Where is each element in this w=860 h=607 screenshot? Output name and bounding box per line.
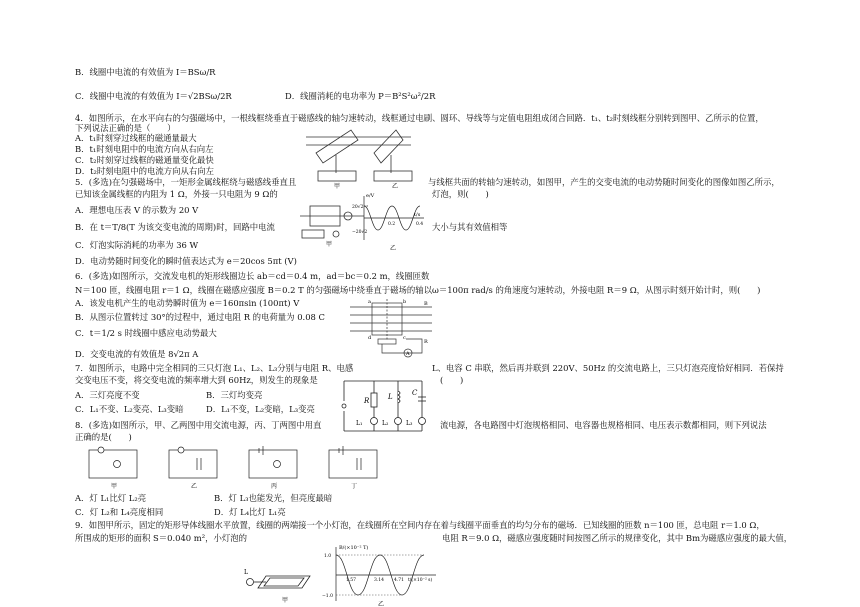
q7-fig-label-R: R <box>364 397 370 405</box>
q7-fig-label-L1: L₁ <box>356 420 363 427</box>
q6-fig-label-R: R <box>424 339 428 345</box>
q4-option-b: B．t₁时刻电阻中的电流方向从右向左 <box>75 144 214 154</box>
q3-option-d: D．线圈消耗的电功率为 P＝B²S²ω²/2R <box>285 91 436 101</box>
q9-graph-ylabel: B/(×10⁻² T) <box>339 545 369 551</box>
q9-graph-ymax: 1.0 <box>324 554 332 559</box>
q6-fig-label-a: a <box>368 299 371 305</box>
q3-option-b: B．线圈中电流的有效值为 I＝BSω/R <box>75 67 216 77</box>
q7-stem-line2b: ( ) <box>440 375 464 385</box>
q9-coil-figure <box>240 562 324 605</box>
q7-option-c: C．L₁不变、L₂变亮、L₃变暗 <box>75 404 184 414</box>
q5-graph-xlabel: t/s <box>414 212 421 218</box>
q4-option-c: C．t₂时刻穿过线框的磁通量变化最快 <box>75 155 214 165</box>
q8-four-circuits <box>85 444 405 490</box>
q5-stem-line1b: 与线框共面的转轴匀速转动，如图甲，产生的交变电流的电动势随时间变化的图像如图乙所示， <box>428 177 780 187</box>
q8-option-d: D．灯 L₄比灯 L₁亮 <box>214 507 286 517</box>
q7-option-a: A．三灯亮度不变 <box>75 390 140 400</box>
q9-b-graph <box>322 543 442 607</box>
q5-emf-graph <box>352 192 427 252</box>
q7-fig-label-C: C <box>412 389 418 397</box>
q4-option-d: D．t₂时刻电阻中的电流方向从右向左 <box>75 166 215 176</box>
q6-fig-label-d: d <box>368 335 372 341</box>
q5-option-c: C．灯泡实际消耗的功率为 36 W <box>75 240 199 250</box>
q5-option-b-part1: B．在 t＝T/8(T 为该交变电流的周期)时，回路中电流 <box>75 222 275 232</box>
q9-graph-xlabel: t/(×10⁻² s) <box>408 578 433 583</box>
q7-stem-line1b: L、电容 C 串联，然后再并联到 220V、50Hz 的交流电路上，三只灯泡亮度恰好相同．若保持 <box>432 363 784 373</box>
q9-fig-label-yi: 乙 <box>378 601 385 607</box>
q5-graph-ylabel: e/V <box>366 193 375 199</box>
q6-option-b: B．从图示位置转过 30°的过程中，通过电阻 R 的电荷量为 0.08 C <box>75 312 325 322</box>
q6-option-d: D．交变电流的有效值是 8√2π A <box>75 349 199 359</box>
q6-fig-label-B: B <box>424 301 428 307</box>
q9-fig-label-L: L <box>244 569 248 576</box>
q5-graph-ymax: 20√2 <box>352 205 364 210</box>
q7-fig-label-L: L <box>388 393 393 401</box>
q4-stem-line1: 4．如图所示，在水平向右的匀强磁场中，一根线框绕垂直于磁感线的轴匀速转动，线框通过电刷、圆环、导线等与定值电阻组成闭合回路．t₁、t₂时刻线框分别转到图甲、乙所示的位置， <box>75 113 764 123</box>
q6-stem-line2: N＝100 匝，线圈电阻 r＝1 Ω，线圈在磁感应强度 B＝0.2 T 的匀强磁场中绕垂直于磁场的轴以ω＝100π rad/s 的角速度匀速转动，外接电阻 R＝9 Ω，从图示时刻开始计时，则( ) <box>75 285 761 295</box>
q4-stem-line2: 下列说法正确的是（ ） <box>75 123 176 133</box>
q9-stem-line2b: 电阻 R＝9.0 Ω，磁感应强度随时间按图乙所示的规律变化，其中 Bm为磁感应强度的最大值， <box>442 533 793 543</box>
q6-option-c: C．t＝1/2 s 时线圈中感应电动势最大 <box>75 328 217 338</box>
q4-option-a: A．t₁时刻穿过线框的磁通量最大 <box>75 133 197 143</box>
q7-fig-label-L3: L₃ <box>406 420 413 427</box>
q8-stem-line1b: 流电源，各电路图中灯泡规格相同、电容器也规格相同、电压表示数都相同，则下列说法 <box>440 420 767 430</box>
q9-stem-line2a: 所围成的矩形的面积 S＝0.040 m²，小灯泡的 <box>75 533 247 543</box>
q4-figure-generator <box>296 125 421 190</box>
q6-fig-label-b: b <box>403 299 407 305</box>
q7-fig-label-L2: L₂ <box>382 420 389 427</box>
q7-circuit <box>334 375 432 437</box>
q9-graph-xtick-3: 4.71 <box>394 578 405 583</box>
q8-fig-label-ding: 丁 <box>351 483 358 490</box>
q7-option-b: B．三灯均变亮 <box>206 390 263 400</box>
q8-fig-label-jia: 甲 <box>111 483 118 490</box>
q7-option-d: D．L₁不变，L₂变暗，L₃变亮 <box>206 404 315 414</box>
q5-fig-label-jia: 甲 <box>326 241 333 247</box>
q6-stem-line1: 6．(多选)如图所示，交流发电机的矩形线圈边长 ab＝cd＝0.4 m，ad＝bc＝0.2 m，线圈匝数 <box>75 271 430 281</box>
q9-stem-line1: 9．如图甲所示，固定的矩形导体线圈水平放置，线圈的两端接一个小灯泡，在线圈所在空间内存在着与线圈平面垂直的均匀分布的磁场．已知线圈的匝数 n＝100 匝，总电阻 r＝1.0 Ω， <box>75 520 765 530</box>
q8-fig-label-bing: 丙 <box>271 483 278 490</box>
q6-fig-label-ammeter: A <box>406 351 410 357</box>
q6-fig-label-c: c <box>403 335 406 341</box>
q5-graph-xtick-2: 0.4 <box>416 222 424 227</box>
q7-stem-line1a: 7．如图所示，电路中完全相同的三只灯泡 L₁、L₂、L₃分别与电阻 R、电感 <box>75 363 354 373</box>
q6-figure-generator <box>346 297 436 361</box>
q4-fig-label-jia: 甲 <box>334 183 341 190</box>
q9-graph-xtick-1: 1.57 <box>346 578 357 583</box>
q9-graph-ymin: −1.0 <box>322 594 333 599</box>
q8-option-c: C．灯 L₂和 L₄亮度相同 <box>75 507 164 517</box>
q7-stem-line2a: 交变电压不变，将交变电流的频率增大到 60Hz，则发生的现象是 <box>75 375 318 385</box>
q8-stem-line1a: 8．(多选)如图所示，甲、乙两图中用交流电源，丙、丁两图中用直 <box>75 420 322 430</box>
q4-fig-label-yi: 乙 <box>392 183 399 190</box>
q5-stem-line2a: 已知该金属线框的内阻为 1 Ω，外接一只电阻为 9 Ω的 <box>75 189 278 199</box>
q5-graph-ymin: −20√2 <box>352 230 368 235</box>
q5-graph-xtick-1: 0.2 <box>388 222 396 227</box>
q8-stem-line2: 正确的是( ) <box>75 432 132 442</box>
q5-fig-label-yi: 乙 <box>390 245 397 252</box>
q9-fig-label-jia: 甲 <box>282 597 289 604</box>
q8-option-a: A．灯 L₁比灯 L₂亮 <box>75 493 147 503</box>
q9-graph-xtick-2: 3.14 <box>374 578 385 583</box>
q5-option-a: A．理想电压表 V 的示数为 20 V <box>75 205 199 215</box>
q3-option-c: C．线圈中电流的有效值为 I＝√2BSω/2R <box>75 91 232 101</box>
q5-stem-line2b: 灯泡，则( ) <box>432 189 489 199</box>
q8-option-b: B．灯 L₃也能发光，但亮度最暗 <box>214 493 333 503</box>
q6-option-a: A．该发电机产生的电动势瞬时值为 e＝160πsin (100πt) V <box>75 298 300 308</box>
q5-option-d: D．电动势随时间变化的瞬时值表达式为 e＝20cos 5πt (V) <box>75 256 297 266</box>
q8-fig-label-yi: 乙 <box>191 483 198 490</box>
q5-stem-line1a: 5．(多选)在匀强磁场中，一矩形金属线框绕与磁感线垂直且 <box>75 177 297 187</box>
q5-option-b-part2: 大小与其有效值相等 <box>432 222 508 232</box>
